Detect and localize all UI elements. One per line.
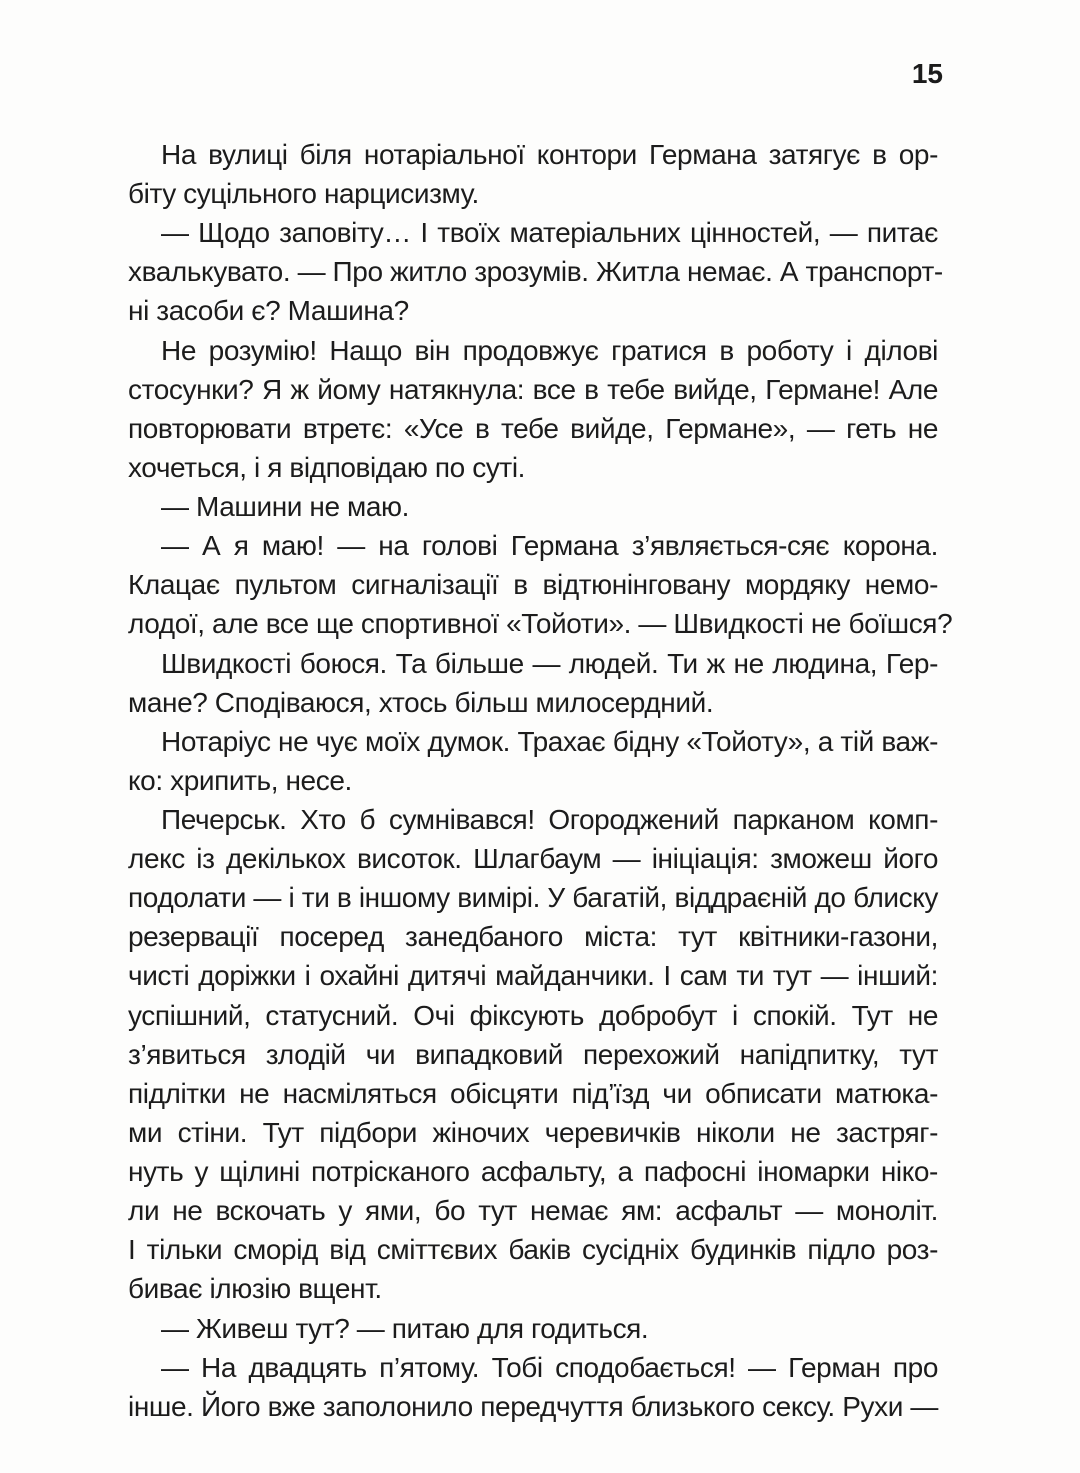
text-line: успішний, статусний. Очі фіксують добробут і спокій. Тут не <box>128 1000 938 1031</box>
text-line: ли не вскочать у ями, бо тут немає ям: асфальт — моноліт. <box>128 1195 938 1226</box>
text-line: підлітки не насміляться обісцяти під’їзд чи обписати матюка- <box>128 1078 938 1109</box>
text-line: — Щодо заповіту… І твоїх матеріальних цінностей, — питає <box>161 217 938 248</box>
text-line: повторювати втретє: «Усе в тебе вийде, Германе», — геть не <box>128 413 938 444</box>
text-line: ми стіни. Тут підбори жіночих черевичків ніколи не застряг- <box>128 1117 938 1148</box>
text-line: — Машини не маю. <box>161 491 409 522</box>
text-line: інше. Його вже заполонило передчуття близького сексу. Рухи — <box>128 1391 938 1422</box>
text-line: мане? Сподіваюся, хтось більш милосердний. <box>128 687 714 718</box>
text-line: — А я маю! — на голові Германа з’являється-сяє корона. <box>161 530 938 561</box>
text-line: Не розумію! Нащо він продовжує гратися в роботу і ділові <box>161 335 938 366</box>
text-line: біту суцільного нарцисизму. <box>128 178 479 209</box>
text-line: биває ілюзію вщент. <box>128 1273 382 1304</box>
text-line: Печерськ. Хто б сумнівався! Огороджений парканом комп- <box>161 804 938 835</box>
page-number: 15 <box>911 58 943 89</box>
text-line: стосунки? Я ж йому натякнула: все в тебе вийде, Германе! Але <box>128 374 938 405</box>
text-line: хочеться, і я відповідаю по суті. <box>128 452 526 483</box>
text-line: Нотаріус не чує моїх думок. Трахає бідну «Тойоту», а тій важ- <box>161 726 938 757</box>
text-line: Клацає пультом сигналізації в відтюнінговану мордяку немо- <box>128 569 938 600</box>
text-line: лекс із декількох висоток. Шлагбаум — ініціація: зможеш його <box>128 843 938 874</box>
text-line: чисті доріжки і охайні дитячі майданчики. І сам ти тут — інший: <box>128 960 938 991</box>
text-line: резервації посеред занедбаного міста: тут квітники-газони, <box>128 921 938 952</box>
text-line: подолати — і ти в іншому вимірі. У багатій, віддраєній до блиску <box>128 882 938 913</box>
text-line: ні засоби є? Машина? <box>128 295 409 326</box>
text-line: І тільки сморід від сміттєвих баків сусідніх будинків підло роз- <box>128 1234 938 1265</box>
text-line: хвалькувато. — Про житло зрозумів. Житла немає. А транспорт- <box>128 256 943 287</box>
text-line: На вулиці біля нотаріальної контори Германа затягує в ор- <box>161 139 938 170</box>
text-line: з’явиться злодій чи випадковий перехожий напідпитку, тут <box>128 1039 938 1070</box>
text-line: ко: хрипить, несе. <box>128 765 352 796</box>
text-line: — На двадцять п’ятому. Тобі сподобається! — Герман про <box>161 1352 938 1383</box>
text-line: нуть у щілині потрісканого асфальту, а пафосні іномарки ніко- <box>128 1156 938 1187</box>
text-line: лодої, але все ще спортивної «Тойоти». — Швидкості не боїшся? <box>128 608 953 639</box>
text-line: — Живеш тут? — питаю для годиться. <box>161 1313 649 1344</box>
text-line: Швидкості боюся. Та більше — людей. Ти ж не людина, Гер- <box>161 648 938 679</box>
